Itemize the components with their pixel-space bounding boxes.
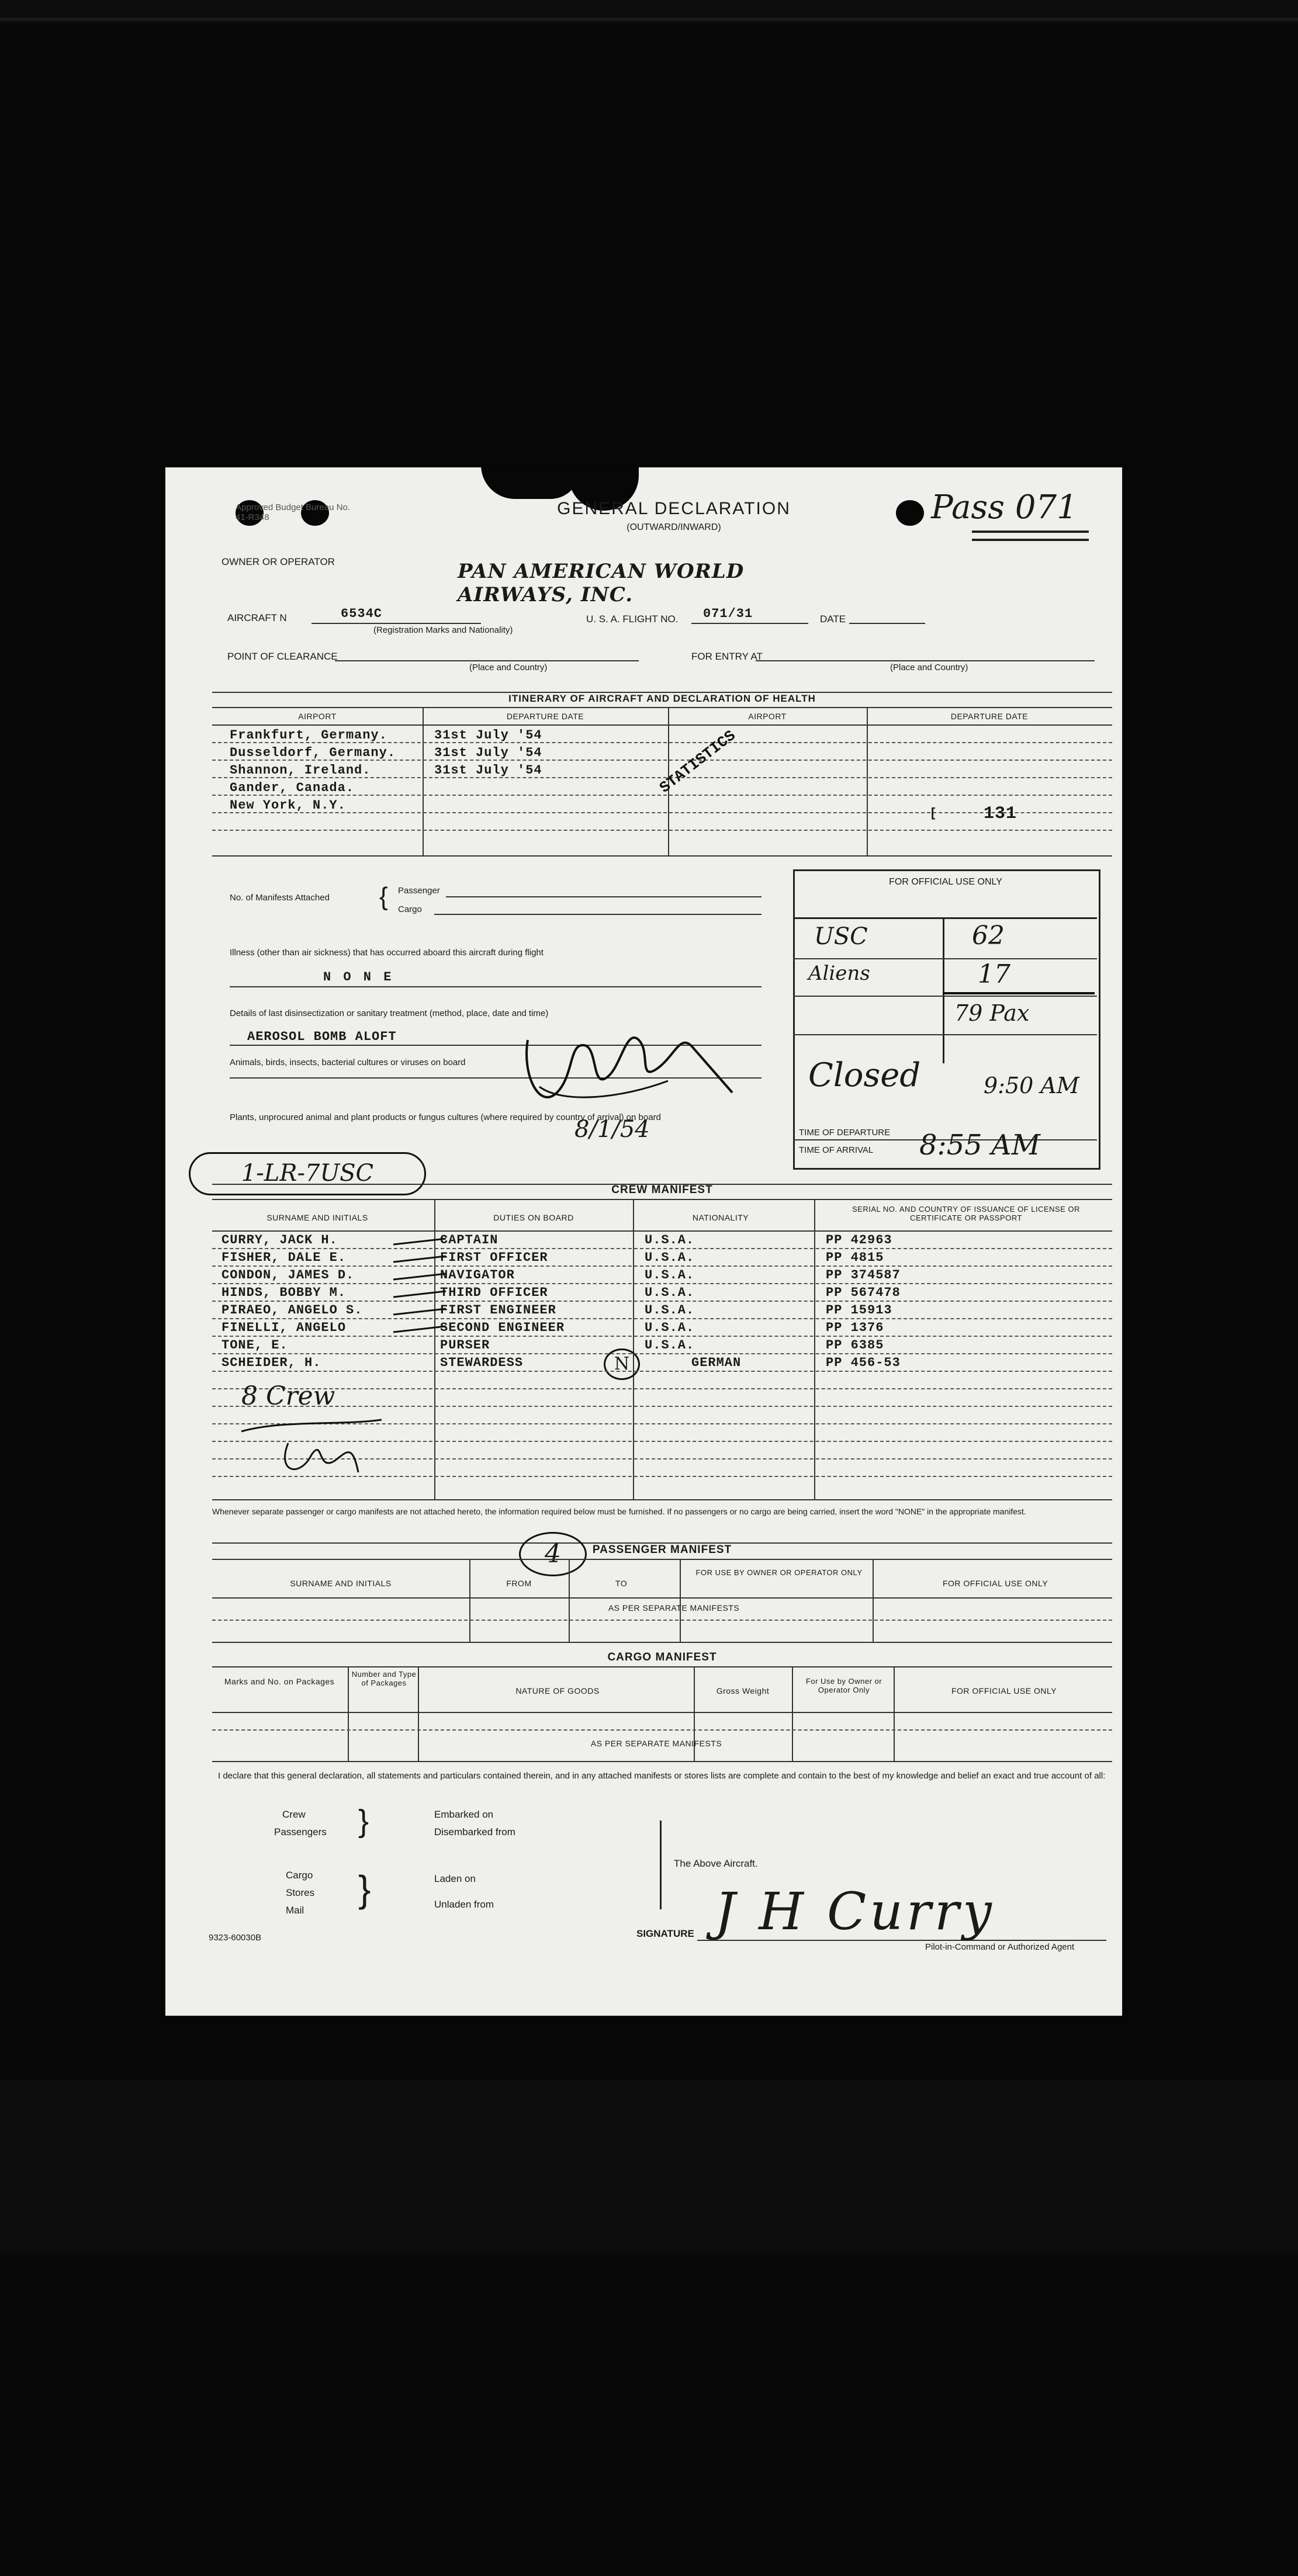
entry-caption: (Place and Country): [890, 663, 968, 672]
entry-label: FOR ENTRY AT: [691, 651, 763, 662]
tick-marks: [387, 1233, 458, 1379]
crew-serial: PP 4815: [826, 1250, 884, 1265]
underline: [972, 539, 1089, 541]
place-caption: (Place and Country): [469, 663, 548, 672]
crew-header-nationality: NATIONALITY: [692, 1213, 749, 1222]
field-line: [849, 623, 925, 624]
passenger-header-from: FROM: [506, 1579, 532, 1588]
owner-label: OWNER OR OPERATOR: [221, 556, 335, 567]
section-rule: [212, 1559, 1112, 1560]
captain-signature: J H Curry: [715, 1881, 995, 1941]
row-line: [212, 795, 1112, 796]
crew-serial: PP 15913: [826, 1303, 892, 1318]
field-line: [311, 623, 481, 624]
crew-duty: FIRST OFFICER: [440, 1250, 548, 1265]
col-divider: [423, 707, 424, 857]
table-rule: [212, 1712, 1112, 1713]
itinerary-airport: Shannon, Ireland.: [230, 763, 371, 778]
col-divider: [680, 1559, 681, 1643]
section-rule: [212, 1666, 1112, 1667]
arrival-time-value: 8:55 AM: [919, 1129, 1040, 1162]
crew-name: SCHEIDER, H.: [221, 1355, 321, 1370]
cargo-header-weight: Gross Weight: [716, 1686, 770, 1696]
crew-serial: PP 456-53: [826, 1355, 901, 1370]
illness-value: N O N E: [323, 970, 394, 984]
table-rule: [212, 1642, 1112, 1643]
point-of-clearance-label: POINT OF CLEARANCE: [227, 651, 338, 662]
cargo-header-number: Number and Type of Packages: [351, 1670, 417, 1687]
airline-name: PAN AMERICAN WORLD AIRWAYS, INC.: [458, 560, 745, 606]
closed-time: 9:50 AM: [984, 1073, 1079, 1098]
official-label-usc: USC: [814, 923, 868, 950]
col-divider: [418, 1666, 419, 1762]
brace: }: [358, 1804, 369, 1839]
brace: }: [358, 1868, 371, 1910]
row-line: [212, 1371, 1112, 1372]
itinerary-airport: Gander, Canada.: [230, 781, 355, 795]
crew-nationality: U.S.A.: [645, 1320, 695, 1335]
declaration-text: I declare that this general declaration, all statements and particulars contained therein, and in any attached manifests or stores lists are complete and contain to the best of my knowledge and belief an exact and true account of all:: [218, 1771, 1106, 1781]
field-line: [691, 623, 808, 624]
crew-header-serial: SERIAL NO. AND COUNTRY OF ISSUANCE OF LICENSE OR CERTIFICATE OR PASSPORT: [852, 1205, 1080, 1222]
itinerary-airport: Dusseldorf, Germany.: [230, 746, 396, 760]
itinerary-airport: New York, N.Y.: [230, 798, 346, 813]
cargo-label: Cargo: [398, 904, 422, 914]
crew-nationality: U.S.A.: [645, 1233, 695, 1247]
crew-header-duties: DUTIES ON BOARD: [493, 1213, 574, 1222]
punch-hole: [896, 500, 924, 526]
crew-nationality: U.S.A.: [645, 1338, 695, 1353]
table-rule: [212, 1499, 1112, 1500]
crew-nationality: GERMAN: [691, 1355, 742, 1370]
declaration-cargo: Cargo: [286, 1870, 313, 1881]
crew-name: CURRY, JACK H.: [221, 1233, 338, 1247]
crew-nationality: U.S.A.: [645, 1250, 695, 1265]
official-use-title: FOR OFFICIAL USE ONLY: [889, 877, 1002, 887]
official-label-aliens: Aliens: [808, 962, 870, 985]
official-value-total: 79 Pax: [954, 1000, 1030, 1026]
official-use-box: [793, 869, 1100, 1170]
circled-number: 4: [519, 1532, 587, 1576]
sum-line: [943, 992, 1095, 994]
declaration-mail: Mail: [286, 1905, 304, 1916]
registration-caption: (Registration Marks and Nationality): [373, 625, 513, 635]
declaration-disembarked: Disembarked from: [434, 1826, 515, 1837]
row-line: [212, 1729, 1112, 1731]
crew-duty: FIRST ENGINEER: [440, 1303, 556, 1318]
box-divider: [943, 917, 944, 1063]
declaration-passengers: Passengers: [274, 1826, 327, 1837]
plants-label: Plants, unprocured animal and plant products or fungus cultures (where required by country of arrival) on board: [230, 1112, 661, 1122]
crew-duty: NAVIGATOR: [440, 1268, 515, 1282]
passenger-manifest-title: PASSENGER MANIFEST: [592, 1544, 732, 1556]
cargo-header-goods: NATURE OF GOODS: [515, 1686, 600, 1696]
circled-mark: N: [604, 1348, 640, 1380]
row-line: [212, 1318, 1112, 1319]
row-line: [212, 1248, 1112, 1249]
illness-label: Illness (other than air sickness) that has occurred aboard this aircraft during flight: [230, 948, 544, 958]
crew-name: FISHER, DALE E.: [221, 1250, 347, 1265]
aircraft-value: 6534C: [341, 606, 383, 621]
box-rule: [793, 1034, 1097, 1035]
box-rule: [793, 917, 1097, 919]
underline: [972, 531, 1089, 533]
crew-duty: CAPTAIN: [440, 1233, 499, 1247]
cargo-header-owner: For Use by Owner or Operator Only: [805, 1677, 882, 1694]
row-line: [212, 760, 1112, 761]
crew-duty: STEWARDESS: [440, 1355, 524, 1370]
official-value-aliens: 17: [978, 959, 1010, 989]
flight-label: U. S. A. FLIGHT NO.: [586, 613, 679, 625]
field-line: [230, 986, 762, 987]
crew-initials: [236, 1408, 387, 1484]
official-value-usc: 62: [972, 921, 1005, 951]
crew-serial: PP 6385: [826, 1338, 884, 1353]
col-divider: [633, 1199, 634, 1500]
field-line: [756, 660, 1095, 661]
pilot-caption: Pilot-in-Command or Authorized Agent: [925, 1942, 1075, 1952]
stamp-number: 131: [984, 804, 1017, 824]
col-divider: [894, 1666, 895, 1762]
form-number: 9323-60030B: [209, 1933, 262, 1943]
col-divider: [867, 707, 868, 857]
field-line: [446, 896, 762, 897]
brace: {: [379, 882, 388, 911]
col-divider: [792, 1666, 793, 1762]
approved-stamp: Approved Budget Bureau No. 41-R348: [236, 502, 350, 522]
departure-time-label: TIME OF DEPARTURE: [799, 1128, 891, 1138]
table-rule: [212, 724, 1112, 726]
crew-nationality: U.S.A.: [645, 1268, 695, 1282]
scan-line: [0, 18, 1298, 21]
itinerary-airport: Frankfurt, Germany.: [230, 728, 387, 743]
signature-label: SIGNATURE: [636, 1928, 694, 1939]
section-rule: [212, 707, 1112, 708]
crew-serial: PP 42963: [826, 1233, 892, 1247]
passenger-header-owner: FOR USE BY OWNER OR OPERATOR ONLY: [695, 1568, 863, 1577]
row-line: [212, 812, 1112, 813]
passenger-header-official: FOR OFFICIAL USE ONLY: [942, 1579, 1048, 1588]
crew-manifest-title: CREW MANIFEST: [611, 1184, 713, 1196]
passenger-note: AS PER SEPARATE MANIFESTS: [608, 1603, 740, 1613]
row-line: [212, 830, 1112, 831]
declaration-embarked: Embarked on: [434, 1809, 494, 1820]
col-divider: [814, 1199, 815, 1500]
itinerary-header-airport: AIRPORT: [298, 712, 337, 721]
closed-note: Closed: [808, 1056, 921, 1094]
passenger-header-to: TO: [615, 1579, 628, 1588]
col-divider: [469, 1559, 470, 1643]
declaration-stores: Stores: [286, 1887, 315, 1898]
crew-serial: PP 1376: [826, 1320, 884, 1335]
page-note: Pass 071: [931, 488, 1078, 526]
col-divider: [873, 1559, 874, 1643]
date-label: DATE: [820, 613, 846, 625]
bracket-line: [660, 1821, 662, 1909]
crew-nationality: U.S.A.: [645, 1303, 695, 1318]
handwritten-date: 8/1/54: [574, 1116, 650, 1143]
declaration-crew: Crew: [282, 1809, 306, 1820]
film-band: [0, 2080, 1298, 2255]
cargo-manifest-title: CARGO MANIFEST: [607, 1651, 717, 1663]
crew-name: PIRAEO, ANGELO S.: [221, 1303, 363, 1318]
passenger-header-name: SURNAME AND INITIALS: [290, 1579, 392, 1588]
cargo-header-marks: Marks and No. on Packages: [224, 1677, 335, 1686]
above-aircraft: The Above Aircraft.: [674, 1858, 758, 1869]
itinerary-title: ITINERARY OF AIRCRAFT AND DECLARATION OF HEALTH: [508, 693, 816, 704]
declaration-unladen: Unladen from: [434, 1899, 494, 1910]
itinerary-header-airport-2: AIRPORT: [748, 712, 787, 721]
torn-edge: [481, 465, 580, 499]
crew-serial: PP 374587: [826, 1268, 901, 1282]
row-line: [212, 1336, 1112, 1337]
crew-nationality: U.S.A.: [645, 1285, 695, 1300]
stamp-tick: [: [931, 805, 936, 820]
form-subtitle: (OUTWARD/INWARD): [626, 522, 721, 532]
itinerary-header-date-2: DEPARTURE DATE: [950, 712, 1029, 721]
margin-note: 1-LR-7USC: [189, 1152, 426, 1195]
field-line: [434, 914, 762, 915]
cargo-header-official: FOR OFFICIAL USE ONLY: [951, 1686, 1057, 1696]
field-line: [335, 660, 639, 661]
crew-duty: THIRD OFFICER: [440, 1285, 548, 1300]
itinerary-header-date: DEPARTURE DATE: [506, 712, 584, 721]
disinfection-value: AEROSOL BOMB ALOFT: [247, 1029, 397, 1044]
itinerary-date: 31st July '54: [434, 763, 542, 778]
col-divider: [348, 1666, 349, 1762]
itinerary-date: 31st July '54: [434, 746, 542, 760]
table-rule: [212, 1761, 1112, 1762]
section-rule: [212, 1199, 1112, 1200]
crew-name: TONE, E.: [221, 1338, 288, 1353]
row-line: [212, 1283, 1112, 1284]
form-title: GENERAL DECLARATION: [557, 499, 791, 518]
manifests-label: No. of Manifests Attached: [230, 893, 330, 903]
row-line: [212, 1353, 1112, 1354]
declaration-laden: Laden on: [434, 1873, 476, 1884]
row-line: [212, 1301, 1112, 1302]
box-rule: [793, 996, 1097, 997]
flight-value: 071/31: [703, 606, 753, 621]
row-line: [212, 1266, 1112, 1267]
animals-label: Animals, birds, insects, bacterial cultures or viruses on board: [230, 1058, 466, 1067]
row-line: [212, 1620, 1112, 1621]
box-rule: [793, 958, 1097, 959]
general-declaration-form: [165, 467, 1122, 2016]
row-line: [212, 1388, 1112, 1389]
statistics-stamp: STATISTICS: [656, 726, 739, 797]
crew-name: FINELLI, ANGELO: [221, 1320, 347, 1335]
inspector-initials: [504, 1005, 738, 1139]
arrival-time-label: TIME OF ARRIVAL: [799, 1145, 874, 1155]
aircraft-label: AIRCRAFT N: [227, 612, 287, 623]
table-rule: [212, 855, 1112, 857]
passenger-label: Passenger: [398, 886, 440, 896]
cargo-note: AS PER SEPARATE MANIFESTS: [590, 1739, 722, 1748]
crew-count-note: 8 Crew: [241, 1381, 335, 1411]
itinerary-date: 31st July '54: [434, 728, 542, 743]
disinfection-label: Details of last disinsectization or sanitary treatment (method, place, date and time): [230, 1008, 549, 1018]
row-line: [212, 1406, 1112, 1407]
manifest-notice: Whenever separate passenger or cargo manifests are not attached hereto, the information required below must be furnished. If no passengers or no cargo are being carried, insert the word "NONE" in the appropriate manifest.: [212, 1507, 1026, 1516]
table-rule: [212, 1230, 1112, 1232]
crew-name: CONDON, JAMES D.: [221, 1268, 355, 1282]
table-rule: [212, 1597, 1112, 1599]
crew-duty: SECOND ENGINEER: [440, 1320, 565, 1335]
crew-header-name: SURNAME AND INITIALS: [266, 1213, 368, 1222]
crew-name: HINDS, BOBBY M.: [221, 1285, 347, 1300]
crew-serial: PP 567478: [826, 1285, 901, 1300]
col-divider: [569, 1559, 570, 1643]
row-line: [212, 742, 1112, 743]
crew-duty: PURSER: [440, 1338, 490, 1353]
